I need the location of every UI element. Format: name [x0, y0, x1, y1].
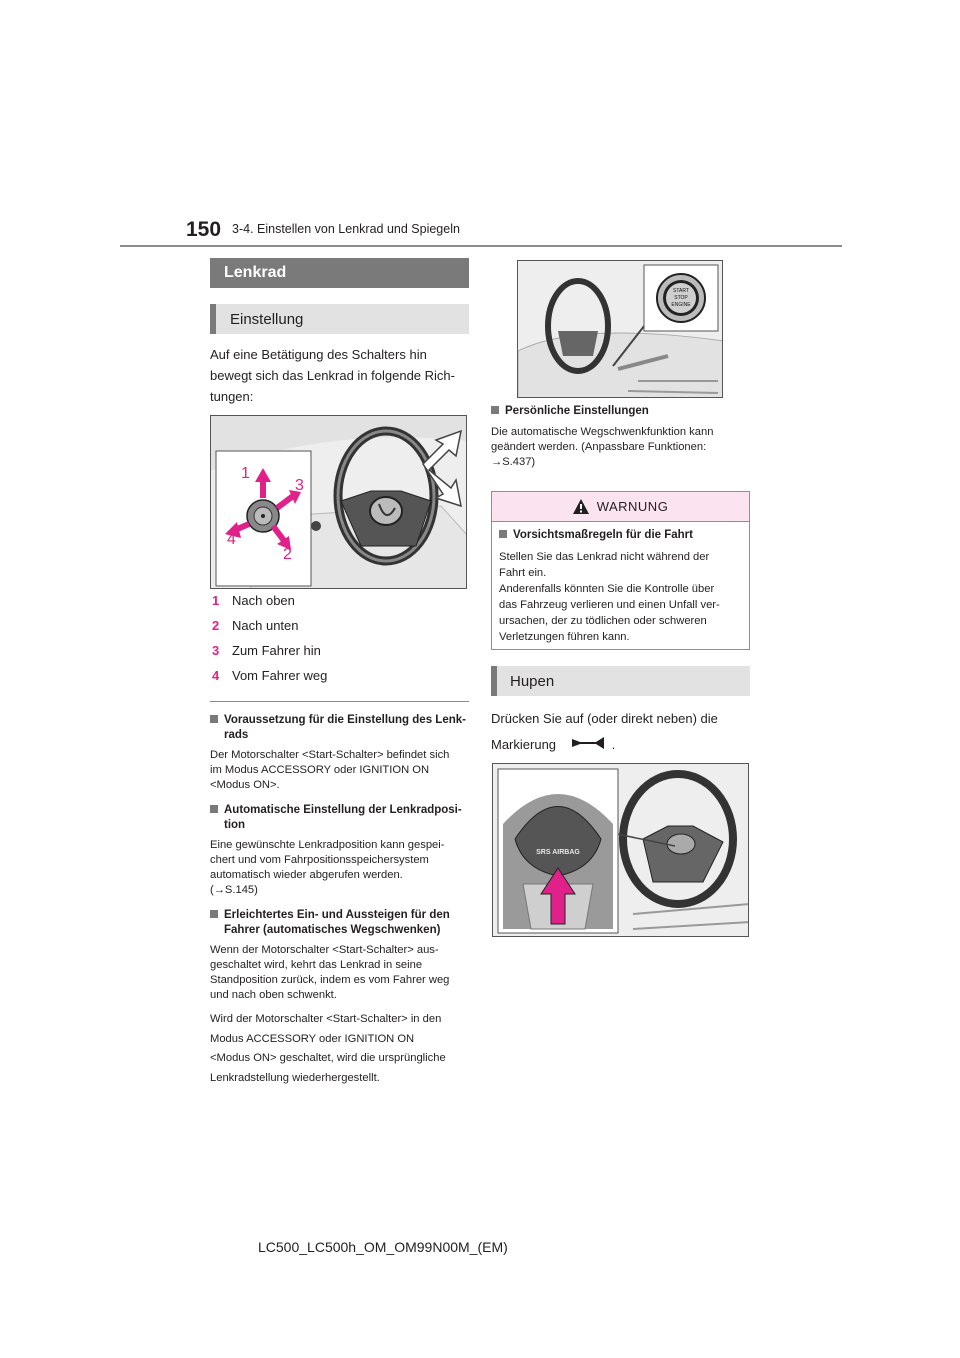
note-body: Eine gewünschte Lenkradposition kann gespei- chert und vom Fahrpositionsspeichersystem automatisch wieder abgerufen werden. (→S.145)	[210, 839, 445, 896]
horn-heading: Hupen	[491, 666, 750, 696]
note-body: Wenn der Motorschalter <Start-Schalter> aus- geschaltet wird, kehrt das Lenkrad in seine Standposition zurück, indem es vom Fahrer weg und nach oben schwenkt.	[210, 944, 450, 1001]
horn-text: Drücken Sie auf (oder direkt neben) die Markierung .	[491, 711, 718, 752]
stop-label: STOP	[674, 295, 688, 301]
airbag-label: SRS AIRBAG	[536, 849, 580, 856]
horn-figure	[492, 763, 749, 937]
figure-label-4: 4	[227, 531, 236, 548]
figure-label-2: 2	[283, 546, 292, 563]
intro-line: tungen:	[210, 389, 254, 404]
notes-section	[210, 713, 472, 1088]
warning-label: WARNUNG	[596, 499, 669, 514]
horn-mark-icon	[570, 735, 606, 751]
intro-text	[210, 344, 480, 407]
warning-title: Vorsichtsmaßregeln für die Fahrt	[499, 528, 741, 543]
warning-box	[491, 491, 750, 650]
direction-item: 2 Nach unten	[212, 618, 299, 633]
direction-list	[212, 593, 462, 693]
header-rule	[120, 245, 842, 247]
personal-body: Die automatische Wegschwenkfunktion kann geändert werden. (Anpassbare Funktionen: →S.437)	[491, 426, 714, 468]
direction-item: 4 Vom Fahrer weg	[212, 668, 328, 683]
main-heading: Lenkrad	[210, 258, 469, 288]
personal-settings	[491, 404, 753, 470]
footer-code: LC500_LC500h_OM_OM99N00M_(EM)	[258, 1239, 508, 1255]
divider	[210, 701, 469, 702]
note-title: Automatische Einstellung der Lenkradposi- tion	[210, 803, 472, 833]
section-title: 3-4. Einstellen von Lenkrad und Spiegeln	[232, 222, 460, 236]
closing-text: Wird der Motorschalter <Start-Schalter> in den Modus ACCESSORY oder IGNITION ON <Modus ON> geschaltet, wird die ursprüngliche Lenkradstellung wiederhergestellt.	[210, 1013, 446, 1084]
note-body: Der Motorschalter <Start-Schalter> befindet sich im Modus ACCESSORY oder IGNITION ON <Modus ON>.	[210, 749, 450, 791]
steering-adjust-figure	[210, 415, 467, 589]
start-button-figure	[517, 260, 723, 398]
intro-line: Auf eine Betätigung des Schalters hin	[210, 347, 427, 362]
intro-line: bewegt sich das Lenkrad in folgende Rich-	[210, 368, 455, 383]
note-title: Voraussetzung für die Einstellung des Lenk- rads	[210, 713, 472, 743]
direction-item: 3 Zum Fahrer hin	[212, 643, 321, 658]
engine-label: ENGINE	[671, 302, 691, 308]
personal-title: Persönliche Einstellungen	[491, 404, 753, 419]
direction-item: 1 Nach oben	[212, 593, 295, 608]
warning-icon	[573, 499, 589, 514]
page-number: 150	[186, 218, 222, 241]
warning-header	[492, 492, 749, 522]
sub-heading: Einstellung	[210, 304, 469, 334]
figure-label-3: 3	[295, 477, 304, 494]
start-label: START	[673, 288, 689, 294]
figure-label-1: 1	[241, 465, 250, 482]
warning-body: Stellen Sie das Lenkrad nicht während der Fahrt ein. Anderenfalls könnten Sie die Kontrolle über das Fahrzeug verlieren und einen Unfall ver- ursachen, der zu tödlichen oder schweren Verletzungen führen kann.	[499, 551, 720, 643]
note-title: Erleichtertes Ein- und Aussteigen für den Fahrer (automatisches Wegschwenken)	[210, 908, 472, 938]
